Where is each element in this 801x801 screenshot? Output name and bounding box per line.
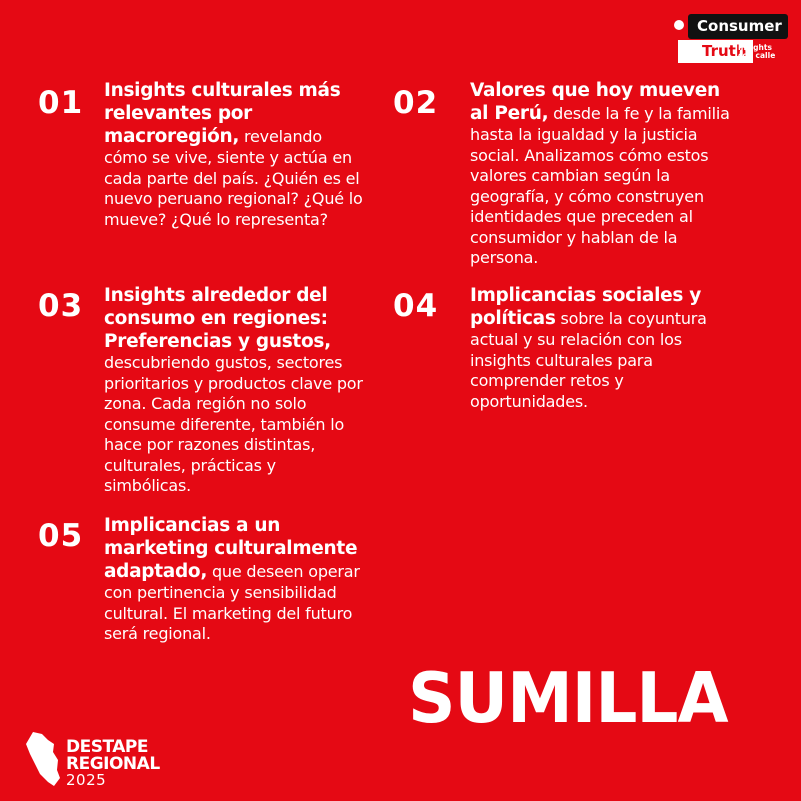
logo-dot: [674, 20, 684, 30]
item-text-02: [470, 79, 732, 269]
item-heading-04: Implicancias sociales y políticas: [470, 285, 701, 329]
item-heading-05: Implicancias a un marketing culturalmente adaptado,: [104, 515, 358, 582]
item-number-02: 02: [393, 85, 439, 121]
item-heading-03: Insights alrededor del consumo en regiones: Preferencias y gustos,: [104, 285, 331, 352]
item-heading-02: Valores que hoy mueven al Perú,: [470, 80, 720, 124]
item-text-01: [104, 79, 366, 230]
item-text-04: [470, 284, 732, 412]
logo-tagline: [738, 44, 782, 60]
item-body-04: sobre la coyuntura actual y su relación con los insights culturales para comprender retos y oportunidades.: [470, 309, 707, 411]
item-number-01: 01: [38, 85, 84, 121]
logo-tagline-line1: Insights: [738, 43, 772, 52]
item-text-05: [104, 514, 372, 645]
regional-text: REGIONAL: [66, 754, 160, 774]
consumer-truth-logo: [668, 12, 796, 72]
destape-text: DESTAPE: [66, 737, 148, 757]
logo-truth-text: Truth: [678, 40, 753, 63]
item-number-05: 05: [38, 518, 84, 554]
page-title: SUMILLA: [408, 657, 728, 739]
item-body-03: descubriendo gustos, sectores prioritarios y productos clave por zona. Cada región no solo consume diferente, también lo hace por razones distintas, culturales, prácticas y simbólicas.: [104, 353, 363, 495]
item-body-01: revelando cómo se vive, siente y actúa en cada parte del país. ¿Quién es el nuevo peruano regional? ¿Qué lo mueve? ¿Qué lo representa?: [104, 127, 363, 229]
item-text-03: [104, 284, 366, 497]
logo-consumer-text: Consumer: [688, 14, 788, 39]
item-number-04: 04: [393, 288, 439, 324]
year-text: 2025: [66, 771, 107, 789]
item-heading-01: Insights culturales más relevantes por macroregión,: [104, 80, 341, 147]
destape-regional-logo: [24, 730, 184, 790]
item-number-03: 03: [38, 288, 84, 324]
peru-map-icon: [24, 730, 62, 790]
logo-tagline-line2: con calle: [738, 51, 776, 60]
item-body-05: que deseen operar con pertinencia y sensibilidad cultural. El marketing del futuro será regional.: [104, 562, 360, 643]
item-body-02: desde la fe y la familia hasta la igualdad y la justicia social. Analizamos cómo estos valores cambian según la geografía, y cómo construyen identidades que preceden al consumidor y hablan de la persona.: [470, 104, 730, 267]
